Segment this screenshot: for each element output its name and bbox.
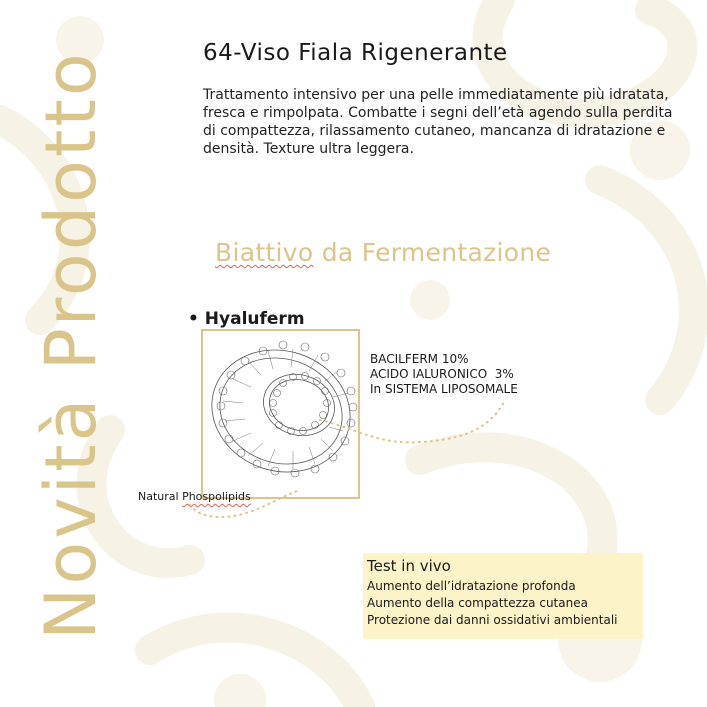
liposome-illustration <box>203 331 358 497</box>
subtitle-rest: da Fermentazione <box>313 238 552 267</box>
product-title: 64-Viso Fiala Rigenerante <box>203 40 508 66</box>
bullet-hyaluferm: • Hyaluferm <box>188 309 305 329</box>
phospho-word: Phospolipids <box>182 490 251 503</box>
product-description: Trattamento intensivo per una pelle immediatamente più idratata, fresca e rimpolpata. Combatte i segni dell’età agendo sulla perdita di compattezza, rilassamento cutaneo, mancanza di idratazione e densità. Texture ultra leggera. <box>203 87 673 157</box>
spec-line-bacilferm: BACILFERM 10% <box>370 352 469 366</box>
subtitle-word-biattivo: Biattivo <box>215 238 314 267</box>
test-title: Test in vivo <box>367 557 451 575</box>
section-subtitle <box>215 238 551 267</box>
test-in-vivo-box <box>363 553 643 639</box>
test-item-protezione: Protezione dai danni ossidativi ambientali <box>367 613 618 627</box>
natural-phospholipids-label <box>138 490 251 503</box>
spec-line-acido-ialuronico: ACIDO IALURONICO 3% <box>370 367 514 381</box>
test-item-idratazione: Aumento dell’idratazione profonda <box>367 579 576 593</box>
liposome-illustration-frame <box>201 329 360 499</box>
spec-list <box>370 352 518 397</box>
phospho-natural: Natural <box>138 490 183 503</box>
spec-line-liposomale: In SISTEMA LIPOSOMALE <box>370 382 518 396</box>
test-item-compattezza: Aumento della compattezza cutanea <box>367 596 588 610</box>
side-title: Novità Prodotto <box>30 50 112 640</box>
bullet-label: Hyaluferm <box>204 309 305 329</box>
